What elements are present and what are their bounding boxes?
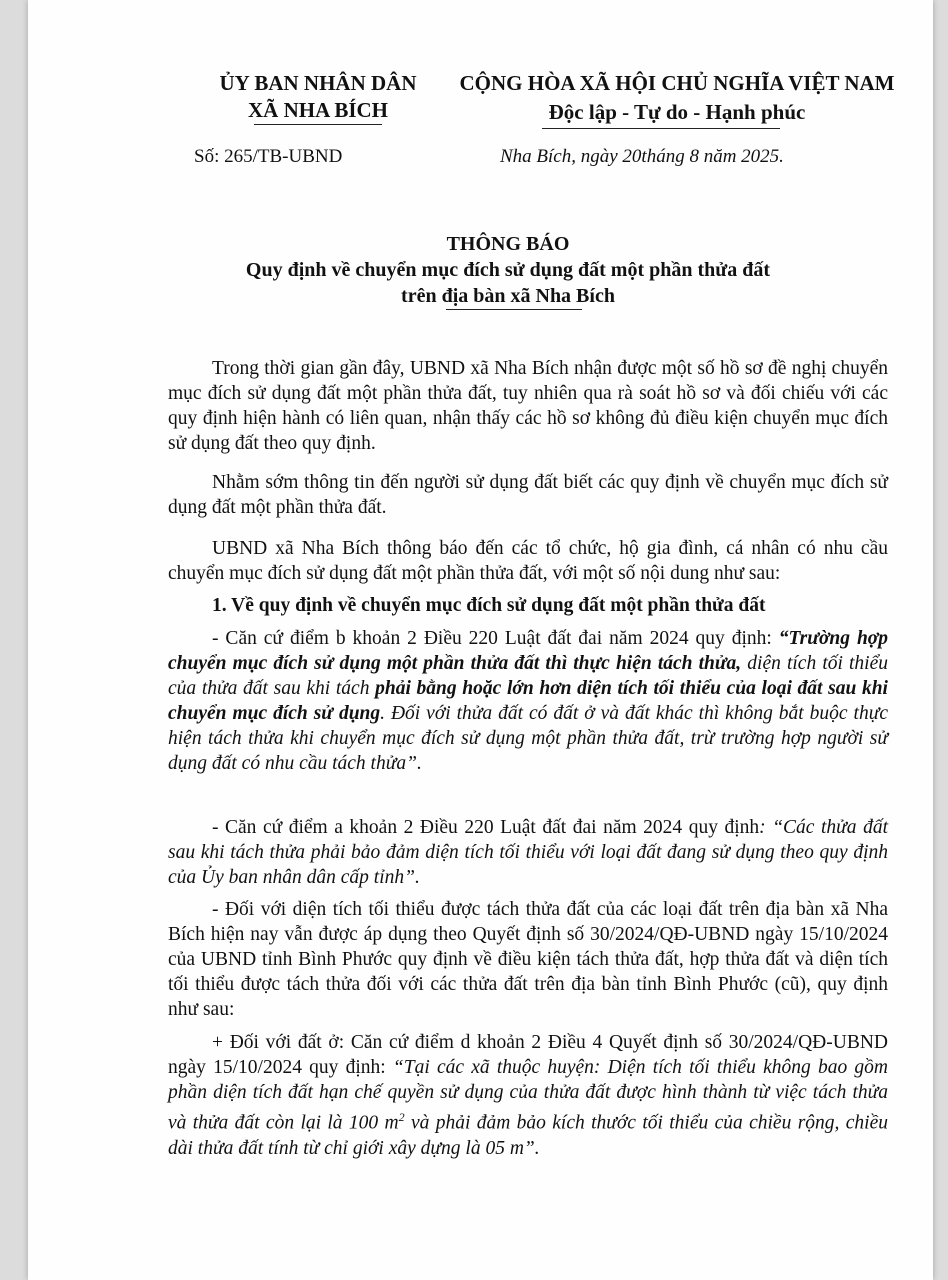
paragraph-notice: UBND xã Nha Bích thông báo đến các tổ chức, hộ gia đình, cá nhân có nhu cầu chuyển mục đích sử dụng đất một phần thửa đất, với một số nội dung như sau: bbox=[168, 538, 888, 584]
law-point-a-lead: - Căn cứ điểm a khoản 2 Điều 220 Luật đất đai năm 2024 quy định bbox=[212, 817, 760, 838]
document-title: THÔNG BÁO bbox=[446, 233, 570, 255]
document-date: Nha Bích, ngày 20tháng 8 năm 2025. bbox=[500, 146, 784, 167]
document-subtitle-line1: Quy định về chuyển mục đích sử dụng đất một phần thửa đất bbox=[245, 259, 771, 281]
national-motto: Độc lập - Tự do - Hạnh phúc bbox=[548, 100, 806, 124]
document-number: Số: 265/TB-UBND bbox=[194, 146, 343, 167]
square-superscript: 2 bbox=[398, 1110, 405, 1124]
law-point-b-lead: - Căn cứ điểm b khoản 2 Điều 220 Luật đất đai năm 2024 quy định: bbox=[212, 628, 779, 649]
paragraph-law-point-a bbox=[168, 815, 888, 890]
org-name-line1: ỦY BAN NHÂN DÂN bbox=[219, 71, 417, 95]
org-name-line2: XÃ NHA BÍCH bbox=[247, 98, 389, 122]
law-point-b-quote-bold-3: phải bằng hoặc lớn hơn diện tích tối thiểu của loại đất sau khi chuyển mục đích sử dụng bbox=[168, 678, 888, 724]
paragraph-law-point-b bbox=[168, 626, 888, 776]
document-page bbox=[28, 0, 933, 1280]
org-underline bbox=[254, 124, 382, 125]
law-point-a-quote: : “Các thửa đất sau khi tách thửa phải bảo đảm diện tích tối thiểu với loại đất đang sử dụng theo quy định của Ủy ban nhân dân cấp tỉnh”. bbox=[168, 817, 888, 888]
paragraph-minimum-area: - Đối với diện tích tối thiểu được tách thửa đất của các loại đất trên địa bàn xã Nha Bích hiện nay vẫn được áp dụng theo Quyết định số 30/2024/QĐ-UBND ngày 15/10/2024 của UBND tỉnh Bình Phước quy định về điều kiện tách thửa đất, hợp thửa đất và diện tích tối thiểu được tách thửa đối với các thửa đất trên địa bàn tỉnh Bình Phước (cũ), quy định như sau: bbox=[168, 899, 888, 1020]
paragraph-intro: Trong thời gian gần đây, UBND xã Nha Bích nhận được một số hồ sơ đề nghị chuyển mục đích sử dụng đất một phần thửa đất, tuy nhiên qua rà soát hồ sơ và đối chiếu với các quy định hiện hành có liên quan, nhận thấy các hồ sơ không đủ điều kiện chuyển mục đích sử dụng đất theo quy định. bbox=[168, 358, 888, 454]
paragraph-purpose: Nhằm sớm thông tin đến người sử dụng đất biết các quy định về chuyển mục đích sử dụng đất một phần thửa đất. bbox=[168, 472, 888, 518]
residential-land-quote-b: và phải đảm bảo kích thước tối thiểu của chiều rộng, chiều dài thửa đất tính từ chỉ giới xây dựng là 05 m”. bbox=[168, 1112, 888, 1159]
law-point-b-quote-4: . Đối với thửa đất có đất ở và đất khác thì không bắt buộc thực hiện tách thửa khi chuyển mục đích sử dụng một phần thửa đất, trừ trường hợp người sử dụng đất có nhu cầu tách thửa”. bbox=[168, 703, 888, 774]
law-point-b-quote-bold-1: “Trường hợp chuyển mục đích sử dụng một phần thửa đất thì thực hiện tách thửa, bbox=[168, 628, 889, 674]
document-subtitle-line2: trên địa bàn xã Nha Bích bbox=[401, 285, 615, 307]
law-point-b-quote-2: diện tích tối thiểu của thửa đất sau khi tách bbox=[168, 653, 889, 699]
paragraph-residential-land bbox=[168, 1030, 888, 1161]
title-underline bbox=[446, 309, 582, 310]
motto-underline bbox=[542, 128, 780, 129]
section-1-heading: 1. Về quy định về chuyển mục đích sử dụng đất một phần thửa đất bbox=[212, 595, 766, 616]
residential-land-quote-a: “Tại các xã thuộc huyện: Diện tích tối thiểu không bao gồm phần diện tích đất hạn chế quyền sử dụng của thửa đất được hình thành từ việc tách thửa và thửa đất còn lại là 100 m bbox=[168, 1057, 888, 1134]
residential-land-lead: + Đối với đất ở: Căn cứ điểm d khoản 2 Điều 4 Quyết định số 30/2024/QĐ-UBND ngày 15/10/2024 quy định: bbox=[168, 1032, 888, 1078]
national-title: CỘNG HÒA XÃ HỘI CHỦ NGHĨA VIỆT NAM bbox=[459, 71, 895, 95]
